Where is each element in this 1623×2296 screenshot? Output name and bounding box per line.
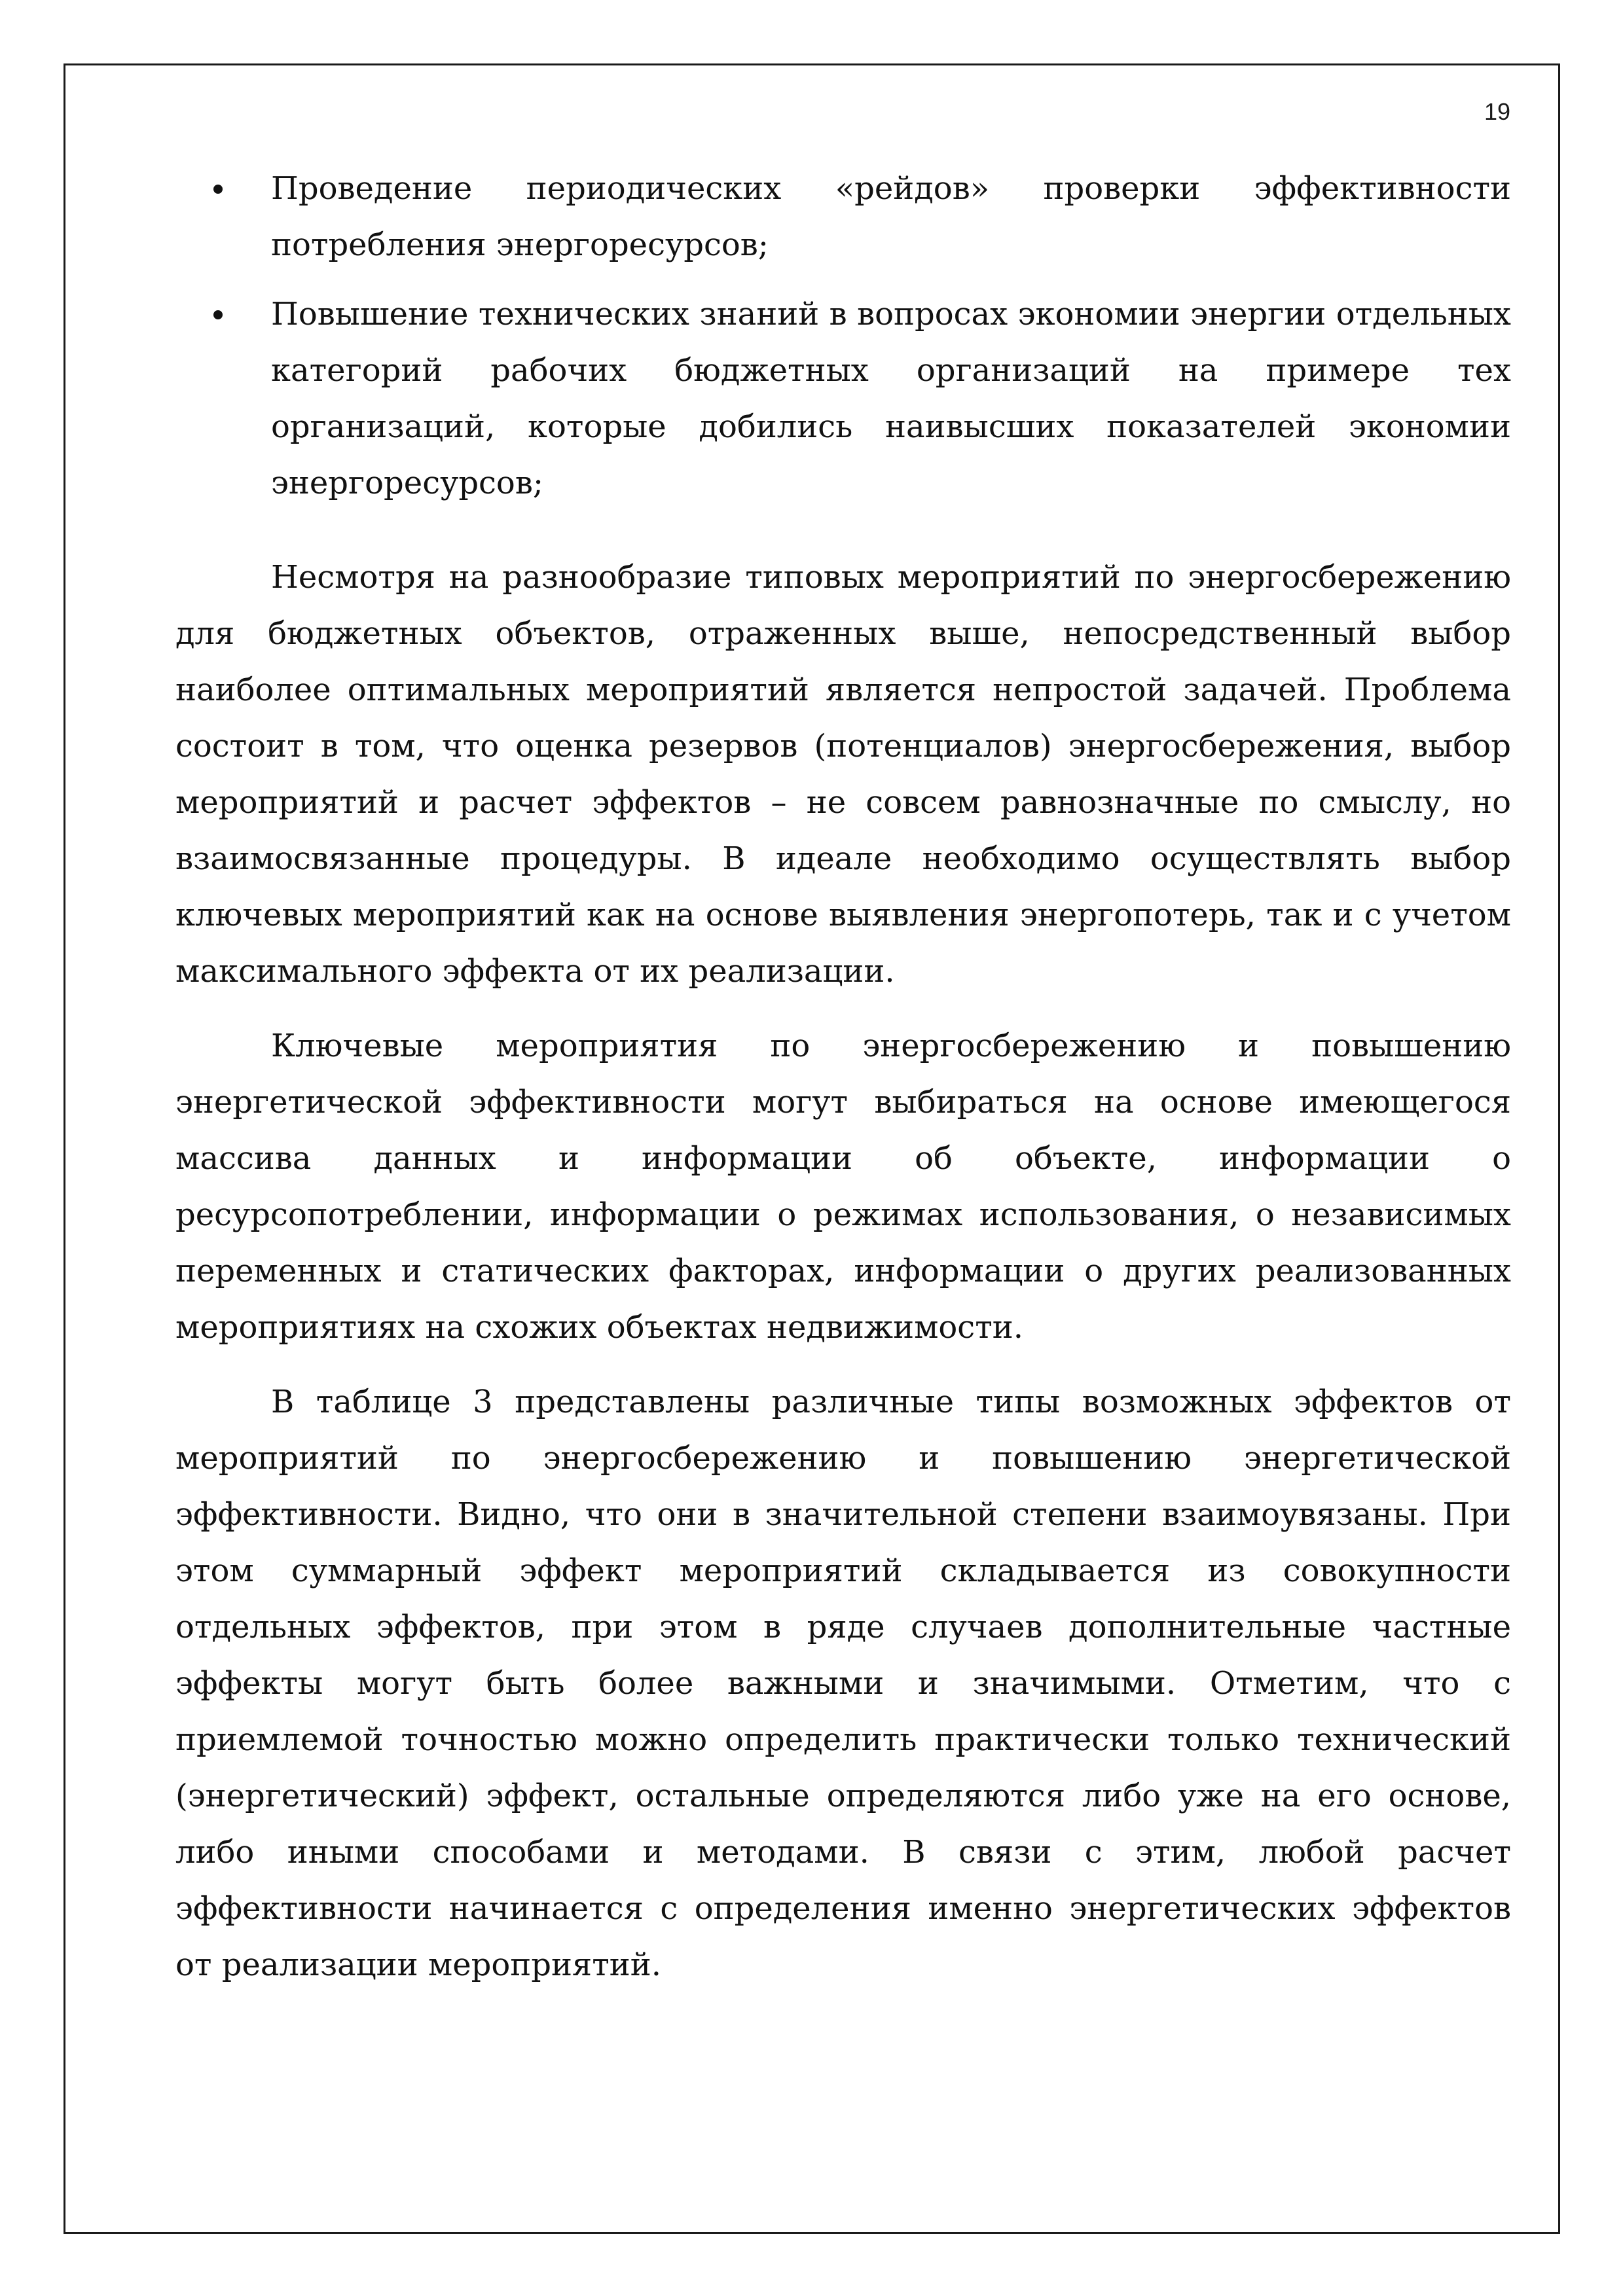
bullet-dot-icon <box>213 185 223 194</box>
page-content <box>175 160 1511 2011</box>
bullet-text: Повышение технических знаний в вопросах экономии энергии отдельных категорий рабочих бюджетных организаций на примере тех организаций, которые добились наивысших показателей экономии энергоресурсов; <box>271 296 1511 501</box>
paragraph: В таблице 3 представлены различные типы возможных эффектов от мероприятий по энергосбережению и повышению энергетической эффективности. Видно, что они в значительной степени взаимоувязаны. При этом суммарный эффект мероприятий складывается из совокупности отдельных эффектов, при этом в ряде случаев дополнительные частные эффекты могут быть более важными и значимыми. Отметим, что с приемлемой точностью можно определить практически только технический (энергетический) эффект, остальные определяются либо уже на его основе, либо иными способами и методами. В связи с этим, любой расчет эффективности начинается с определения именно энергетических эффектов от реализации мероприятий. <box>175 1384 1511 1983</box>
bullet-dot-icon <box>213 310 223 319</box>
bullet-item <box>175 286 1511 511</box>
bullet-list <box>175 160 1511 511</box>
bullet-text: Проведение периодических «рейдов» проверки эффективности потребления энергоресурсов; <box>271 170 1511 263</box>
paragraph: Ключевые мероприятия по энергосбережению и повышению энергетической эффективности могут выбираться на основе имеющегося массива данных и информации об объекте, информации о ресурсопотреблении, информации о режимах использования, о независимых переменных и статических факторах, информации о других реализованных мероприятиях на схожих объектах недвижимости. <box>175 1028 1511 1346</box>
page-number: 19 <box>1484 98 1510 125</box>
bullet-item <box>175 160 1511 273</box>
paragraph: Несмотря на разнообразие типовых мероприятий по энергосбережению для бюджетных объектов, отраженных выше, непосредственный выбор наиболее оптимальных мероприятий является непростой задачей. Проблема состоит в том, что оценка резервов (потенциалов) энергосбережения, выбор мероприятий и расчет эффектов – не совсем равнозначные по смыслу, но взаимосвязанные процедуры. В идеале необходимо осуществлять выбор ключевых мероприятий как на основе выявления энергопотерь, так и с учетом максимального эффекта от их реализации. <box>175 559 1511 990</box>
